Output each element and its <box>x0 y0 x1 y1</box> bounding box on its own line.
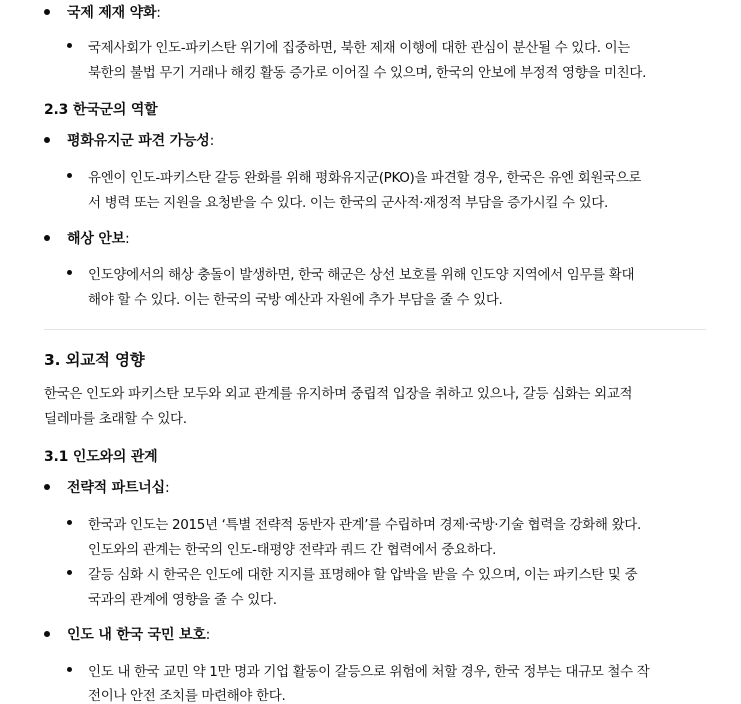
paragraph-line: 딜레마를 초래할 수 있다. <box>44 411 187 427</box>
sub-bullet-dot <box>67 173 72 178</box>
list-item-text: 한국과 인도는 2015년 ‘특별 전략적 동반자 관계’를 수립하며 경제·국방·기술 협력을 강화해 왔다. <box>88 517 641 533</box>
list-item-text: 인도 내 한국 교민 약 1만 명과 기업 활동이 갈등으로 위험에 처할 경우, 한국 정부는 대규모 철수 작 <box>88 664 650 680</box>
list-item-text: 유엔이 인도-파키스탄 갈등 완화를 위해 평화유지군(PKO)을 파견할 경우, 한국은 유엔 회원국으로 <box>88 170 642 186</box>
sub-bullet-dot <box>67 270 72 275</box>
list-item-text: 서 병력 또는 지원을 요청받을 수 있다. 이는 한국의 군사적·재정적 부담을 증가시킬 수 있다. <box>88 195 608 211</box>
divider <box>44 329 706 330</box>
paragraph-line: 한국은 인도와 파키스탄 모두와 외교 관계를 유지하며 중립적 입장을 취하고 있으나, 갈등 심화는 외교적 <box>44 386 633 402</box>
list-item-text: 국과의 관계에 영향을 줄 수 있다. <box>88 592 277 608</box>
section-heading: 2.3 한국군의 역할 <box>44 102 158 118</box>
bullet-dot <box>44 631 50 637</box>
bullet-dot <box>44 137 50 143</box>
bullet-dot <box>44 9 50 15</box>
list-item-heading: 해상 안보: <box>67 231 130 247</box>
list-item-text: 전이나 안전 조치를 마련해야 한다. <box>88 688 286 704</box>
list-item-heading: 평화유지군 파견 가능성: <box>67 133 215 149</box>
list-item-heading: 인도 내 한국 국민 보호: <box>67 627 211 643</box>
section-heading: 3.1 인도와의 관계 <box>44 449 158 465</box>
bullet-dot <box>44 235 50 241</box>
sub-bullet-dot <box>67 43 72 48</box>
list-item-text: 해야 할 수 있다. 이는 한국의 국방 예산과 자원에 추가 부담을 줄 수 있다. <box>88 292 503 308</box>
list-item-text: 인도와의 관계는 한국의 인도-태평양 전략과 쿼드 간 협력에서 중요하다. <box>88 542 497 558</box>
sub-bullet-dot <box>67 667 72 672</box>
section-title: 3. 외교적 영향 <box>44 351 145 369</box>
list-item-text: 북한의 불법 무기 거래나 해킹 활동 증가로 이어질 수 있으며, 한국의 안보에 부정적 영향을 미친다. <box>88 65 647 81</box>
list-item-heading: 전략적 파트너십: <box>67 480 170 496</box>
list-item-text: 인도양에서의 해상 충돌이 발생하면, 한국 해군은 상선 보호를 위해 인도양 지역에서 임무를 확대 <box>88 267 635 283</box>
sub-bullet-dot <box>67 520 72 525</box>
sub-bullet-dot <box>67 570 72 575</box>
bullet-dot <box>44 484 50 490</box>
list-item-heading: 국제 제재 약화: <box>67 5 161 21</box>
list-item-text: 갈등 심화 시 한국은 인도에 대한 지지를 표명해야 할 압박을 받을 수 있으며, 이는 파키스탄 및 중 <box>88 567 638 583</box>
list-item-text: 국제사회가 인도-파키스탄 위기에 집중하면, 북한 제재 이행에 대한 관심이 분산될 수 있다. 이는 <box>88 40 630 56</box>
